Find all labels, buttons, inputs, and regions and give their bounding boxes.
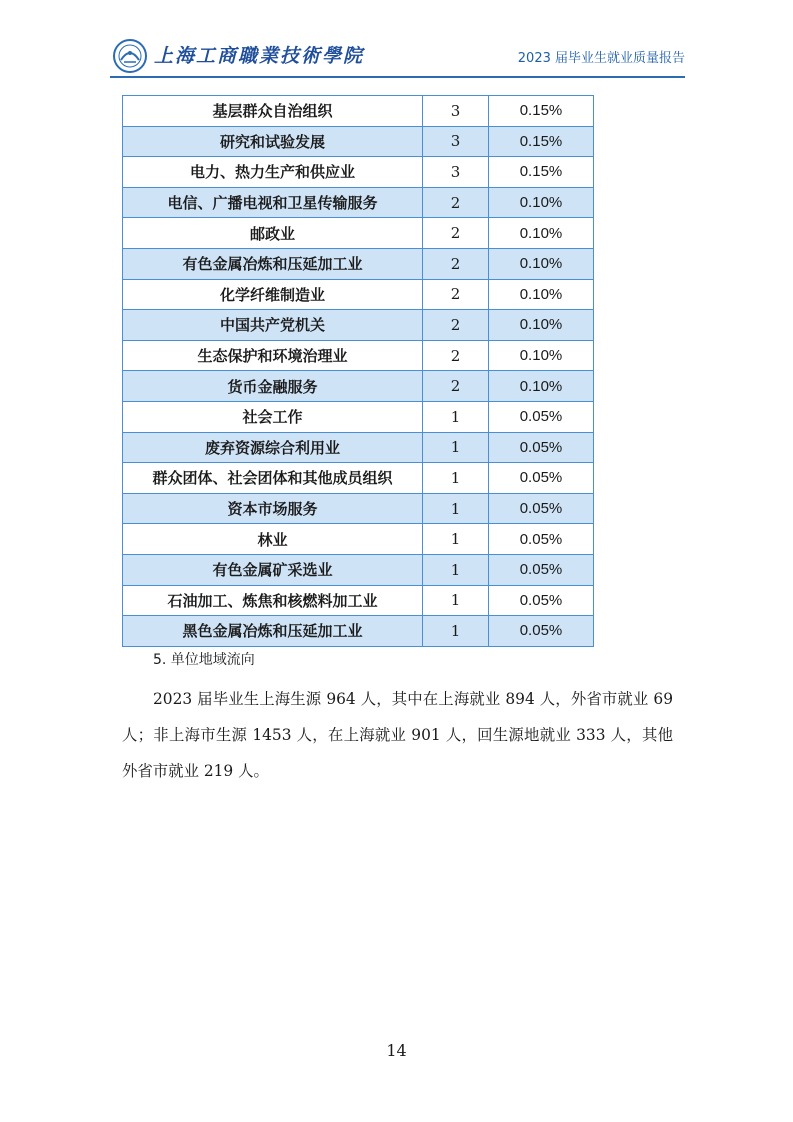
industry-cell: 邮政业 [123, 218, 423, 249]
table-row [123, 585, 594, 616]
industry-cell: 有色金属冶炼和压延加工业 [123, 248, 423, 279]
percent-cell: 0.05% [489, 616, 594, 647]
table-row [123, 371, 594, 402]
table-row [123, 340, 594, 371]
industry-cell: 群众团体、社会团体和其他成员组织 [123, 463, 423, 494]
industry-cell: 化学纤维制造业 [123, 279, 423, 310]
count-cell: 1 [423, 554, 489, 585]
count-cell: 2 [423, 248, 489, 279]
percent-cell: 0.05% [489, 524, 594, 555]
count-cell: 1 [423, 463, 489, 494]
industry-cell: 黑色金属冶炼和压延加工业 [123, 616, 423, 647]
percent-cell: 0.15% [489, 126, 594, 157]
industry-cell: 生态保护和环境治理业 [123, 340, 423, 371]
table-row [123, 401, 594, 432]
percent-cell: 0.15% [489, 96, 594, 127]
school-name: 上海工商職業技術學院 [154, 45, 365, 67]
industry-cell: 基层群众自治组织 [123, 96, 423, 127]
table-body [123, 96, 594, 647]
table-row [123, 157, 594, 188]
percent-cell: 0.05% [489, 401, 594, 432]
percent-cell: 0.15% [489, 157, 594, 188]
count-cell: 1 [423, 401, 489, 432]
industry-cell: 林业 [123, 524, 423, 555]
count-cell: 2 [423, 187, 489, 218]
section-heading: 5. 单位地域流向 [153, 652, 255, 668]
count-cell: 2 [423, 310, 489, 341]
count-cell: 1 [423, 432, 489, 463]
industry-cell: 电信、广播电视和卫星传输服务 [123, 187, 423, 218]
table-row [123, 218, 594, 249]
percent-cell: 0.05% [489, 493, 594, 524]
industry-cell: 货币金融服务 [123, 371, 423, 402]
percent-cell: 0.10% [489, 218, 594, 249]
count-cell: 3 [423, 157, 489, 188]
school-emblem-icon [112, 38, 148, 74]
table-row [123, 493, 594, 524]
count-cell: 2 [423, 218, 489, 249]
count-cell: 3 [423, 96, 489, 127]
percent-cell: 0.10% [489, 310, 594, 341]
table-row [123, 616, 594, 647]
report-title: 2023 届毕业生就业质量报告 [517, 51, 685, 66]
table-row [123, 187, 594, 218]
percent-cell: 0.10% [489, 371, 594, 402]
percent-cell: 0.05% [489, 432, 594, 463]
percent-cell: 0.10% [489, 340, 594, 371]
percent-cell: 0.05% [489, 463, 594, 494]
table-row [123, 96, 594, 127]
table-row [123, 524, 594, 555]
page-number: 14 [386, 1041, 407, 1060]
industry-cell: 资本市场服务 [123, 493, 423, 524]
page-header [110, 34, 685, 78]
industry-cell: 废弃资源综合利用业 [123, 432, 423, 463]
percent-cell: 0.10% [489, 279, 594, 310]
industry-cell: 研究和试验发展 [123, 126, 423, 157]
industry-cell: 石油加工、炼焦和核燃料加工业 [123, 585, 423, 616]
percent-cell: 0.10% [489, 187, 594, 218]
industry-cell: 社会工作 [123, 401, 423, 432]
industry-cell: 中国共产党机关 [123, 310, 423, 341]
count-cell: 1 [423, 585, 489, 616]
table-row [123, 248, 594, 279]
header-divider [110, 76, 685, 78]
percent-cell: 0.05% [489, 585, 594, 616]
body-paragraph: 2023 届毕业生上海生源 964 人，其中在上海就业 894 人，外省市就业 69 人；非上海市生源 1453 人，在上海就业 901 人，回生源地就业 333 人，其他外省市就业 219 人。 [122, 690, 673, 780]
count-cell: 1 [423, 493, 489, 524]
count-cell: 1 [423, 616, 489, 647]
percent-cell: 0.05% [489, 554, 594, 585]
table-row [123, 126, 594, 157]
count-cell: 3 [423, 126, 489, 157]
table-row [123, 310, 594, 341]
table-row [123, 554, 594, 585]
percent-cell: 0.10% [489, 248, 594, 279]
table-row [123, 432, 594, 463]
industry-distribution-table [122, 95, 594, 647]
count-cell: 1 [423, 524, 489, 555]
table-row [123, 463, 594, 494]
table-row [123, 279, 594, 310]
count-cell: 2 [423, 371, 489, 402]
count-cell: 2 [423, 340, 489, 371]
industry-cell: 有色金属矿采选业 [123, 554, 423, 585]
count-cell: 2 [423, 279, 489, 310]
industry-cell: 电力、热力生产和供应业 [123, 157, 423, 188]
